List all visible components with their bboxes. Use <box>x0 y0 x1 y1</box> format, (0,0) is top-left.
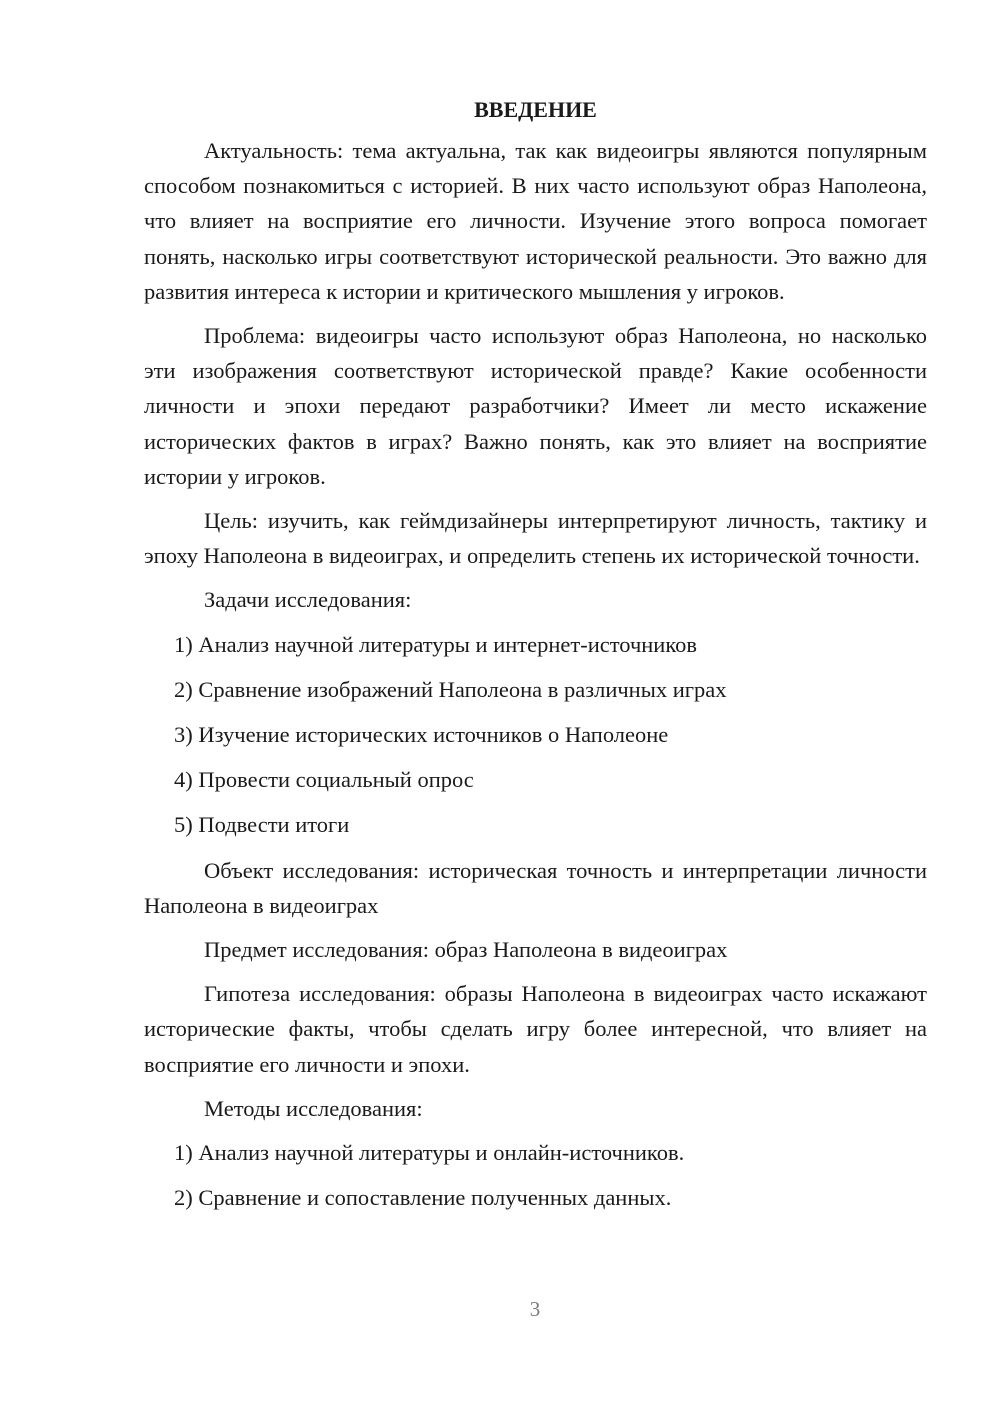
task-item-2: 2) Сравнение изображений Наполеона в различных играх <box>174 676 727 702</box>
task-item-5: 5) Подвести итоги <box>174 812 350 838</box>
subject-paragraph: Предмет исследования: образ Наполеона в видеоиграх <box>204 937 728 963</box>
object-paragraph: Объект исследования: историческая точность и интерпретации личности Наполеона в видеоиграх <box>144 857 927 918</box>
methods-title: Методы исследования: <box>204 1095 423 1121</box>
task-item-4: 4) Провести социальный опрос <box>174 767 474 793</box>
task-item-3: 3) Изучение исторических источников о Наполеоне <box>174 722 669 748</box>
document-page <box>144 92 927 1225</box>
section-heading: ВВЕДЕНИЕ <box>474 97 597 122</box>
task-item-1: 1) Анализ научной литературы и интернет-источников <box>174 631 698 657</box>
problem-paragraph: Проблема: видеоигры часто используют образ Наполеона, но насколько эти изображения соответствуют исторической правде? Какие особенности личности и эпохи передают разработчики? Имеет ли место искажение исторических фактов в играх? Важно понять, как это влияет на восприятие истории у игроков. <box>144 323 927 489</box>
goal-paragraph: Цель: изучить, как геймдизайнеры интерпретируют личность, тактику и эпоху Наполеона в видеоиграх, и определить степень их исторической точности. <box>144 508 927 569</box>
tasks-title: Задачи исследования: <box>204 587 412 613</box>
page-number: 3 <box>529 1297 541 1321</box>
relevance-paragraph: Актуальность: тема актуальна, так как видеоигры являются популярным способом познакомиться с историей. В них часто используют образ Наполеона, что влияет на восприятие его личности. Изучение этого вопроса помогает понять, насколько игры соответствуют исторической реальности. Это важно для развития интереса к истории и критического мышления у игроков. <box>144 138 927 304</box>
hypothesis-paragraph: Гипотеза исследования: образы Наполеона в видеоиграх часто искажают исторические факты, чтобы сделать игру более интересной, что влияет на восприятие его личности и эпохи. <box>144 981 927 1077</box>
method-item-2: 2) Сравнение и сопоставление полученных данных. <box>174 1185 672 1211</box>
method-item-1: 1) Анализ научной литературы и онлайн-источников. <box>174 1140 685 1166</box>
